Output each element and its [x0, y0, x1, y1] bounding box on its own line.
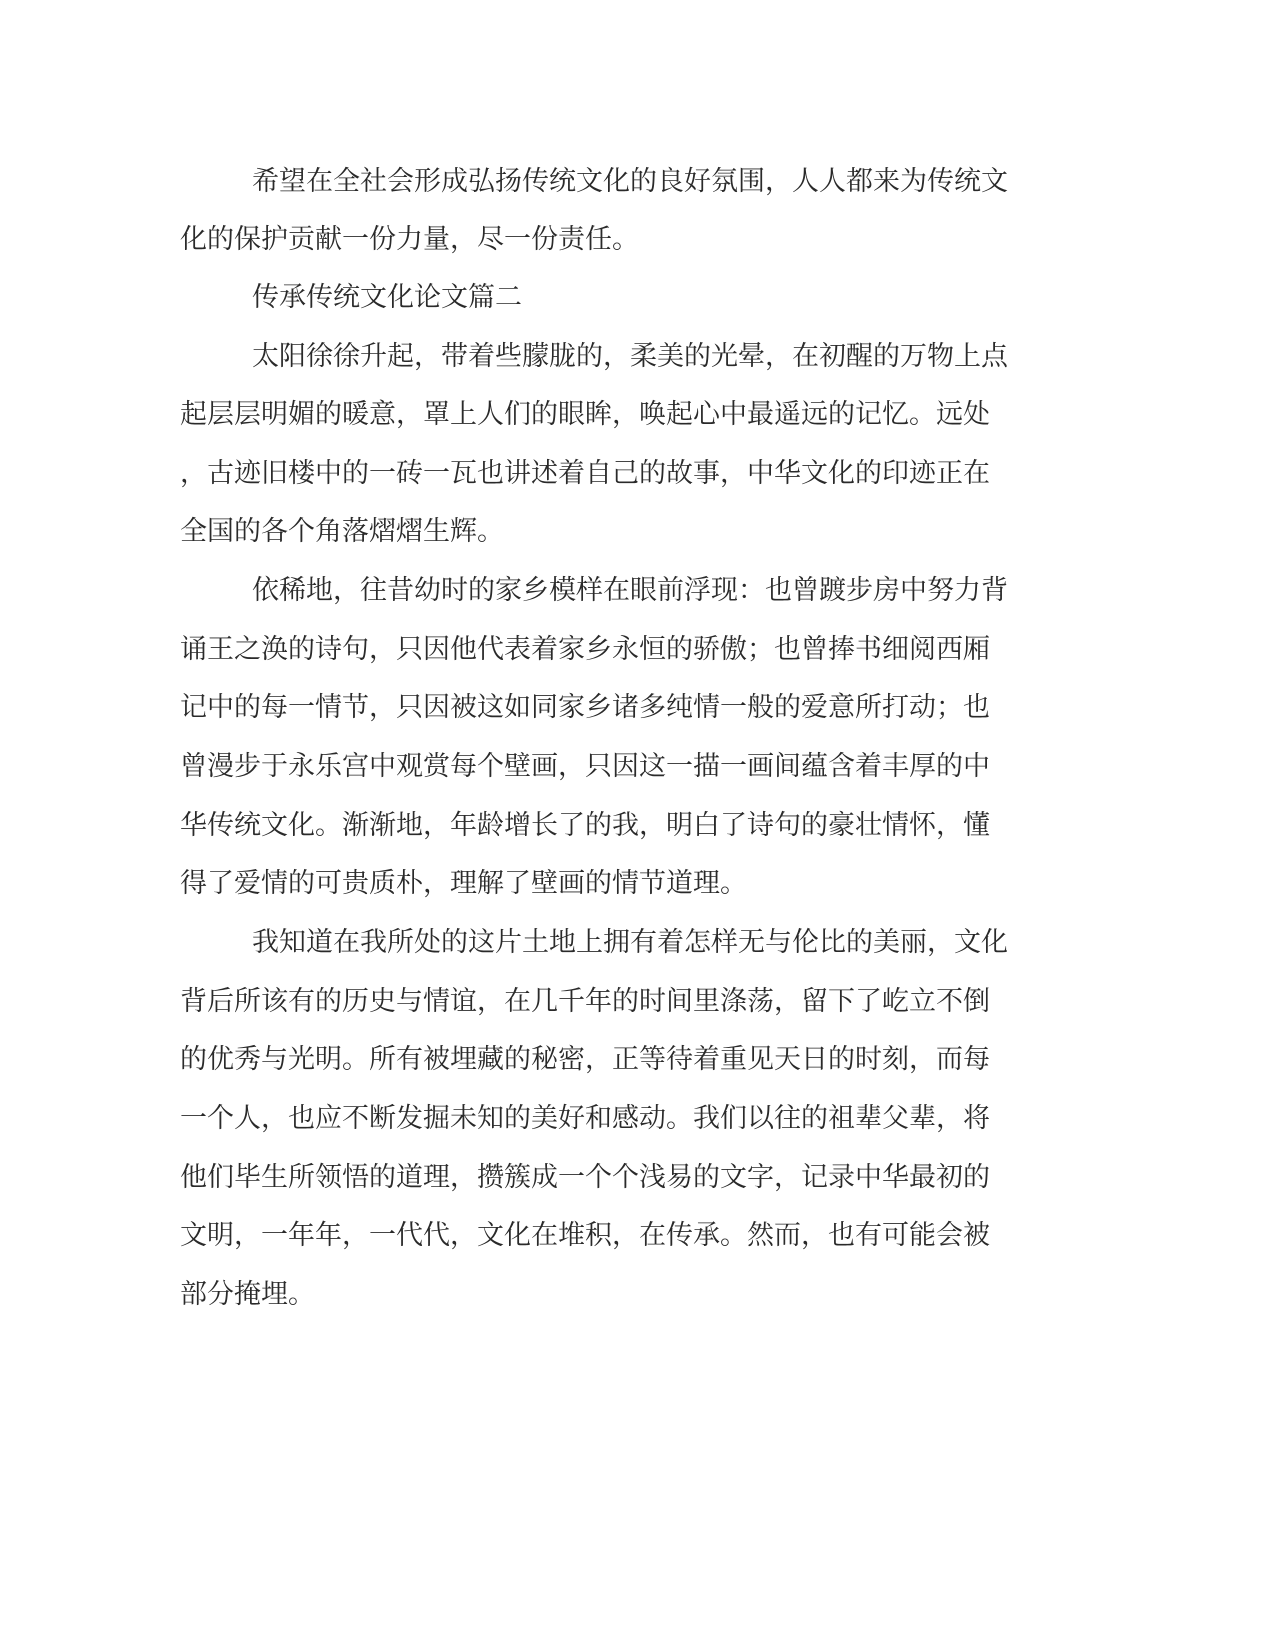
paragraph-line: ，古迹旧楼中的一砖一瓦也讲述着自己的故事，中华文化的印迹正在 — [180, 458, 990, 489]
paragraph-line: 记中的每一情节，只因被这如同家乡诸多纯情一般的爱意所打动；也 — [180, 692, 990, 723]
paragraph-line: 化的保护贡献一份力量，尽一份责任。 — [180, 224, 639, 255]
paragraph-line: 希望在全社会形成弘扬传统文化的良好氛围，人人都来为传统文 — [252, 166, 1008, 197]
paragraph-line: 曾漫步于永乐宫中观赏每个壁画，只因这一描一画间蕴含着丰厚的中 — [180, 751, 990, 782]
paragraph-line: 太阳徐徐升起，带着些朦胧的，柔美的光晕，在初醒的万物上点 — [252, 341, 1008, 372]
paragraph-line: 全国的各个角落熠熠生辉。 — [180, 516, 504, 547]
paragraph-line: 部分掩埋。 — [180, 1279, 315, 1310]
paragraph-line: 文明，一年年，一代代，文化在堆积，在传承。然而，也有可能会被 — [180, 1220, 990, 1251]
paragraph-line: 依稀地，往昔幼时的家乡模样在眼前浮现：也曾踱步房中努力背 — [252, 575, 1008, 606]
paragraph-line: 一个人，也应不断发掘未知的美好和感动。我们以往的祖辈父辈，将 — [180, 1103, 990, 1134]
paragraph-line: 得了爱情的可贵质朴，理解了壁画的情节道理。 — [180, 868, 747, 899]
paragraph-line: 华传统文化。渐渐地，年龄增长了的我，明白了诗句的豪壮情怀，懂 — [180, 810, 990, 841]
section-heading: 传承传统文化论文篇二 — [252, 282, 522, 313]
paragraph-line: 诵王之涣的诗句，只因他代表着家乡永恒的骄傲；也曾捧书细阅西厢 — [180, 634, 990, 665]
paragraph-line: 背后所该有的历史与情谊，在几千年的时间里涤荡，留下了屹立不倒 — [180, 986, 990, 1017]
paragraph-line: 起层层明媚的暖意，罩上人们的眼眸，唤起心中最遥远的记忆。远处 — [180, 399, 990, 430]
paragraph-line: 的优秀与光明。所有被埋藏的秘密，正等待着重见天日的时刻，而每 — [180, 1044, 990, 1075]
paragraph-line: 他们毕生所领悟的道理，攒簇成一个个浅易的文字，记录中华最初的 — [180, 1162, 990, 1193]
paragraph-line: 我知道在我所处的这片土地上拥有着怎样无与伦比的美丽，文化 — [252, 927, 1008, 958]
